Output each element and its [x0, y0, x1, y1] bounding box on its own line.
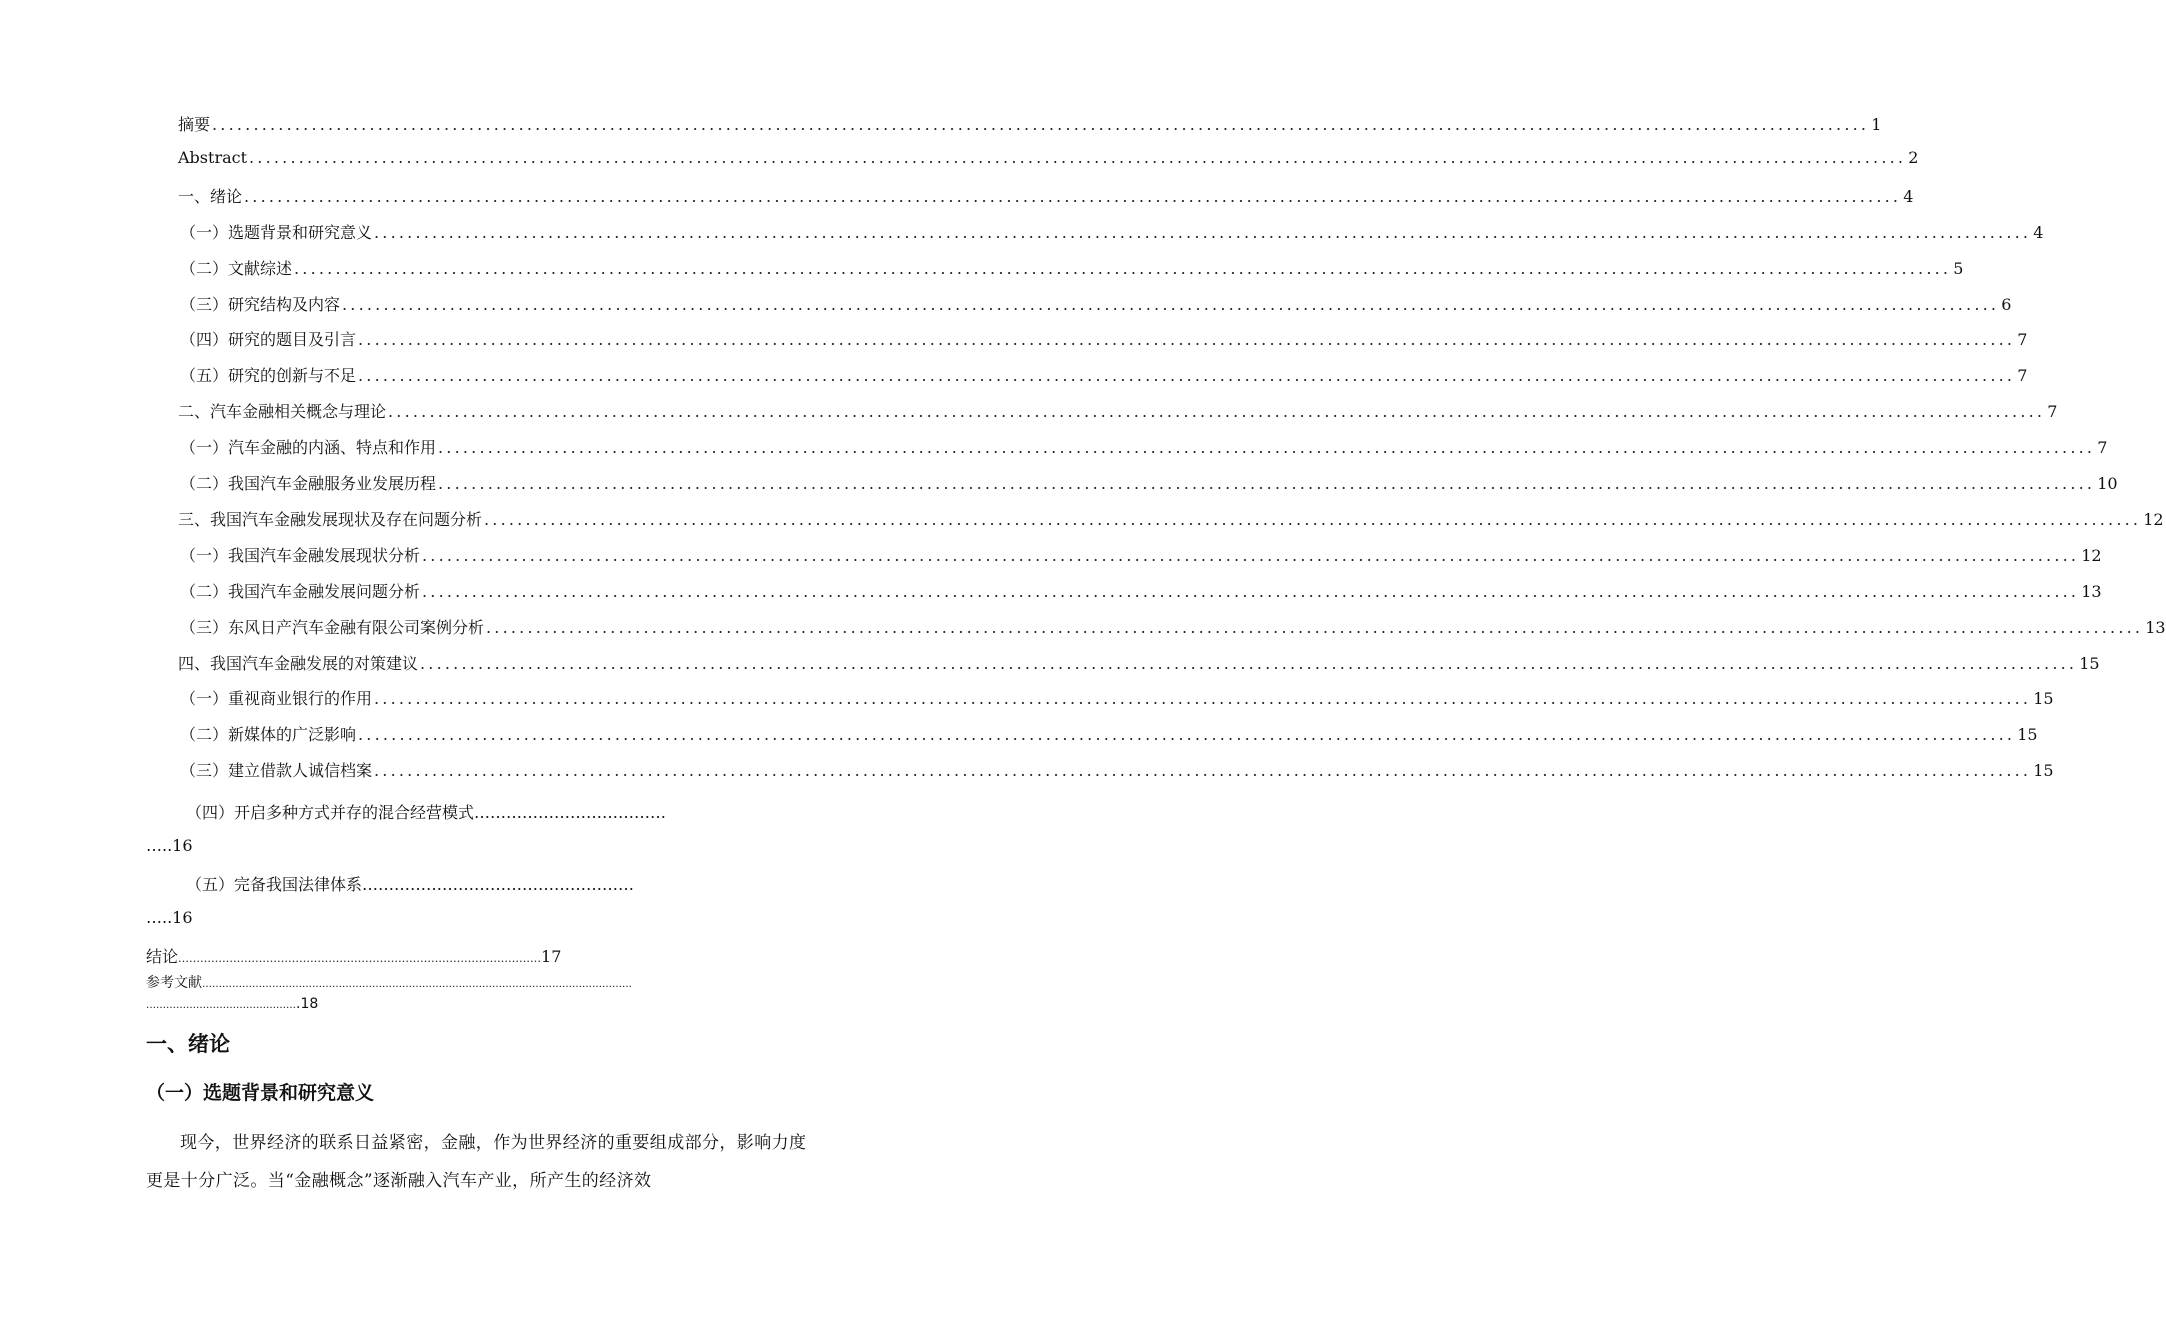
toc-entry[interactable] [180, 722, 2038, 752]
toc-entry-page: 13 [2081, 582, 2102, 601]
toc-entry-leader: ........................................................................................................................................................................................................ [244, 187, 1902, 206]
toc-entry-title: 结论 [146, 947, 179, 966]
subsection-heading: （一）选题背景和研究意义 [146, 1082, 375, 1104]
toc-entry-leader: ........................................................................................................................................................................................................ [374, 761, 2032, 780]
toc-entry[interactable] [180, 220, 2044, 250]
toc-entry-wrapped-1-continued [146, 836, 810, 855]
toc-entry-page: 17 [541, 947, 562, 966]
body-paragraph: 现今，世界经济的联系日益紧密，金融，作为世界经济的重要组成部分，影响力度更是十分广泛。当“金融概念”逐渐融入汽车产业，所产生的经济效 [146, 1133, 807, 1191]
toc-entry[interactable] [178, 112, 1882, 142]
toc-entry-title: （一）重视商业银行的作用 [180, 689, 373, 708]
toc-entry[interactable] [178, 399, 2058, 429]
toc-entry-references-continued [146, 996, 810, 1012]
toc-entry-leader: ........................................................................................................................................................................................................ [422, 546, 2080, 565]
toc-entry-wrapped-1[interactable] [146, 800, 810, 823]
toc-entry-references[interactable] [146, 972, 810, 992]
toc-entry-title: （三）东风日产汽车金融有限公司案例分析 [180, 618, 485, 637]
toc-entry-page: 4 [2033, 223, 2044, 242]
toc-entry-page: 15 [2033, 689, 2054, 708]
toc-entry-page: 12 [2081, 546, 2102, 565]
toc-entry-page: .18 [296, 996, 319, 1012]
toc-entry-leader: ........................................................................................................................................................................................................ [249, 148, 1907, 167]
toc-entry[interactable] [180, 292, 2012, 322]
toc-entry-page: …..16 [146, 836, 193, 855]
toc-entry-leader: ........................................................................................................................................................................................................ [358, 330, 2016, 349]
toc-entry-title: （二）我国汽车金融发展问题分析 [180, 582, 421, 601]
toc-entry-leader: ……………………………………… [146, 1000, 296, 1011]
toc-entry-leader: ........................................................................................................................................................................................................ [422, 582, 2080, 601]
toc-entry-wrapped-2[interactable] [146, 872, 810, 895]
toc-entry-leader: ………………………………………………………………………………………………………………… [202, 979, 632, 990]
toc-entry-leader: ........................................................................................................................................................................................................ [374, 223, 2032, 242]
toc-entry-page: 15 [2033, 761, 2054, 780]
toc-entry[interactable] [180, 435, 2108, 465]
toc-entry-page: 7 [2097, 438, 2108, 457]
toc-entry[interactable] [180, 686, 2054, 716]
toc-entry-title: （三）研究结构及内容 [180, 295, 341, 314]
toc-entry-conclusion[interactable] [146, 944, 810, 967]
toc-entry-page: 5 [1953, 259, 1964, 278]
toc-entry-page: 10 [2097, 474, 2118, 493]
toc-entry[interactable] [178, 184, 1914, 214]
toc-entry-title: （一）我国汽车金融发展现状分析 [180, 546, 421, 565]
toc-entry-page: 4 [1903, 187, 1914, 206]
toc-entry-page: 13 [2145, 618, 2166, 637]
toc-entry-title: （二）新媒体的广泛影响 [180, 725, 357, 744]
toc-entry-page: 2 [1908, 148, 1919, 167]
toc-entry-page: 15 [2079, 654, 2100, 673]
toc-entry-leader: ........................................................................................................................................................................................................ [486, 618, 2144, 637]
toc-entry-leader: ........................................................................................................................................................................................................ [438, 474, 2096, 493]
toc-entry-leader: ……………………………… [474, 803, 667, 822]
toc-entry-leader: ........................................................................................................................................................................................................ [388, 402, 2046, 421]
toc-entry-leader: ........................................................................................................................................................................................................ [484, 510, 2142, 529]
toc-entry-title: （五）完备我国法律体系 [186, 875, 363, 894]
toc-entry[interactable] [180, 758, 2054, 788]
toc-entry[interactable] [180, 471, 2118, 501]
toc-entry[interactable] [180, 363, 2028, 393]
toc-entry-title: （一）汽车金融的内涵、特点和作用 [180, 438, 437, 457]
toc-entry-title: 三、我国汽车金融发展现状及存在问题分析 [178, 510, 483, 529]
toc-entry[interactable] [180, 256, 1964, 286]
toc-entry-title: 一、绪论 [178, 187, 243, 206]
toc-entry-title: （一）选题背景和研究意义 [180, 223, 373, 242]
toc-entry[interactable] [180, 579, 2102, 609]
toc-entry-leader: ........................................................................................................................................................................................................ [358, 725, 2016, 744]
toc-entry-leader: ........................................................................................................................................................................................................ [212, 115, 1870, 134]
toc-entry-page: 7 [2047, 402, 2058, 421]
toc-entry-page: 7 [2017, 366, 2028, 385]
toc-entry-leader: ........................................................................................................................................................................................................ [358, 366, 2016, 385]
toc-entry-leader: ........................................................................................................................................................................................................ [342, 295, 2000, 314]
toc-entry-title: 摘要 [178, 115, 211, 134]
toc-entry[interactable] [178, 651, 2100, 681]
toc-entry-title: 参考文献 [146, 975, 202, 991]
toc-entry[interactable] [180, 327, 2028, 357]
toc-entry-leader: ........................................................................................................................................................................................................ [294, 259, 1952, 278]
toc-entry-title: （二）文献综述 [180, 259, 293, 278]
toc-entry-page: 7 [2017, 330, 2028, 349]
toc-entry-wrapped-2-continued [146, 908, 810, 927]
toc-entry-title: （四）研究的题目及引言 [180, 330, 357, 349]
toc-entry[interactable] [180, 615, 2166, 645]
toc-entry-leader: …………………………………………… [362, 875, 635, 894]
toc-entry-page: …..16 [146, 908, 193, 927]
toc-entry[interactable] [180, 543, 2102, 573]
toc-entry-page: 12 [2143, 510, 2164, 529]
toc-entry-leader: ……………………………………………………………………………………… [178, 952, 542, 965]
toc-entry-title: Abstract [178, 148, 248, 167]
toc-entry-leader: ........................................................................................................................................................................................................ [438, 438, 2096, 457]
toc-entry[interactable] [178, 148, 1919, 178]
toc-entry-title: （四）开启多种方式并存的混合经营模式 [186, 803, 475, 822]
toc-entry-title: 四、我国汽车金融发展的对策建议 [178, 654, 419, 673]
toc-entry-title: （三）建立借款人诚信档案 [180, 761, 373, 780]
toc-entry-page: 6 [2001, 295, 2012, 314]
toc-entry-title: 二、汽车金融相关概念与理论 [178, 402, 387, 421]
toc-entry-page: 15 [2017, 725, 2038, 744]
section-heading: 一、绪论 [146, 1032, 230, 1056]
toc-entry-leader: ........................................................................................................................................................................................................ [420, 654, 2078, 673]
toc-entry-title: （二）我国汽车金融服务业发展历程 [180, 474, 437, 493]
toc-entry[interactable] [178, 507, 2164, 537]
toc-entry-page: 1 [1871, 115, 1882, 134]
toc-entry-title: （五）研究的创新与不足 [180, 366, 357, 385]
toc-entry-leader: ........................................................................................................................................................................................................ [374, 689, 2032, 708]
